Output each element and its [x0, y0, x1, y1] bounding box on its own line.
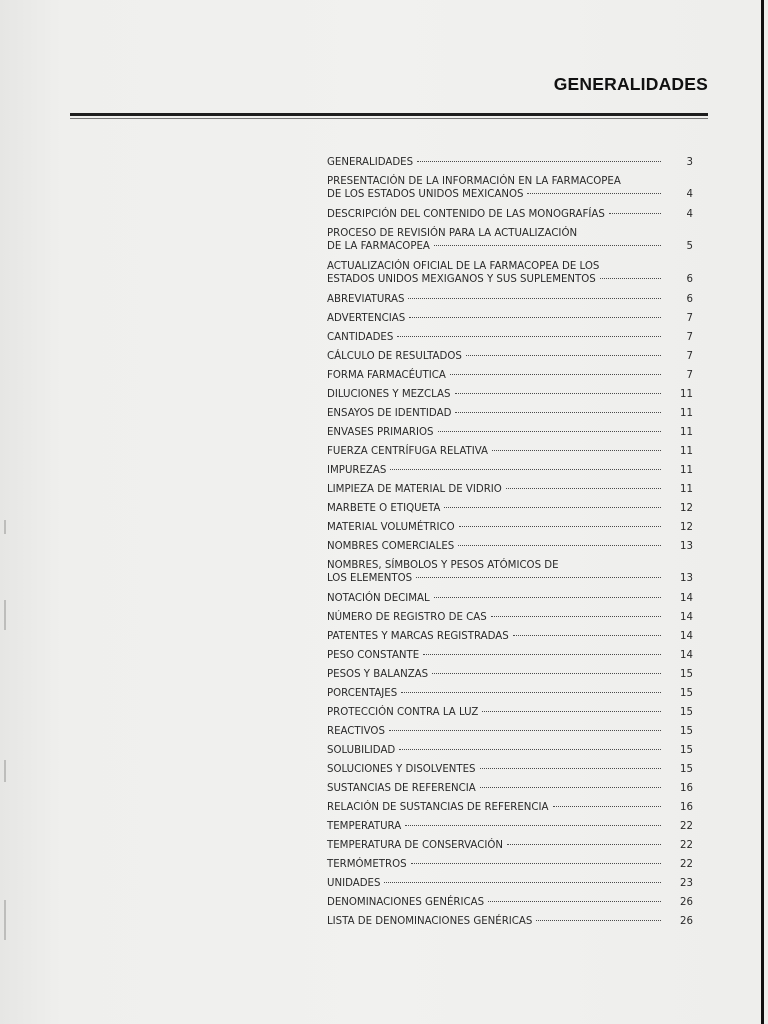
dot-leader — [536, 920, 661, 921]
toc-entry-label: DILUCIONES Y MEZCLAS — [327, 389, 451, 400]
toc-entry — [327, 725, 693, 744]
toc-entry — [327, 559, 693, 592]
toc-entry — [327, 801, 693, 820]
toc-entry-label: TEMPERATURA — [327, 821, 402, 832]
page-edge — [761, 0, 764, 1024]
dot-leader — [409, 317, 661, 318]
toc-entry-label: MATERIAL VOLUMÉTRICO — [327, 522, 455, 533]
toc-entry-row — [327, 464, 693, 483]
toc-entry — [327, 611, 693, 630]
scan-artifact — [4, 600, 6, 630]
toc-entry-label: PORCENTAJES — [327, 688, 398, 699]
toc-entry — [327, 668, 693, 687]
dot-leader — [458, 545, 661, 546]
toc-entry-row — [327, 915, 693, 934]
toc-entry — [327, 915, 693, 934]
toc-entry-page-number: 11 — [680, 427, 693, 438]
toc-entry-row — [327, 725, 693, 744]
toc-entry-page-number: 22 — [680, 859, 693, 870]
dot-leader — [405, 825, 661, 826]
toc-entry — [327, 331, 693, 350]
toc-entry-row — [327, 483, 693, 502]
toc-entry-row — [327, 858, 693, 877]
toc-entry-page-number: 7 — [686, 332, 693, 343]
dot-leader — [553, 806, 662, 807]
toc-entry — [327, 782, 693, 801]
toc-entry-label: CÁLCULO DE RESULTADOS — [327, 351, 462, 362]
dot-leader — [384, 882, 661, 883]
dot-leader — [609, 213, 661, 214]
toc-entry-page-number: 16 — [680, 802, 693, 813]
toc-entry — [327, 293, 693, 312]
dot-leader — [444, 507, 661, 508]
scan-artifact — [4, 520, 6, 534]
toc-entry-label: ABREVIATURAS — [327, 294, 405, 305]
toc-entry-page-number: 15 — [680, 726, 693, 737]
toc-entry-title-line: PRESENTACIÓN DE LA INFORMACIÓN EN LA FARMACOPEA — [327, 176, 621, 187]
toc-entry-label: PROTECCIÓN CONTRA LA LUZ — [327, 707, 479, 718]
dot-leader — [450, 374, 661, 375]
dot-leader — [513, 635, 661, 636]
toc-entry-row — [327, 240, 693, 260]
toc-entry-page-number: 12 — [680, 503, 693, 514]
toc-entry-row — [327, 877, 693, 896]
toc-entry-row — [327, 426, 693, 445]
toc-entry — [327, 464, 693, 483]
toc-entry — [327, 763, 693, 782]
toc-entry — [327, 483, 693, 502]
toc-entry-page-number: 11 — [680, 465, 693, 476]
dot-leader — [488, 901, 661, 902]
toc-entry-title-line: ACTUALIZACIÓN OFICIAL DE LA FARMACOPEA DE LOS — [327, 261, 600, 272]
toc-entry-label: LOS ELEMENTOS — [327, 573, 413, 584]
toc-entry-row — [327, 801, 693, 820]
toc-entry-page-number: 5 — [686, 241, 693, 252]
toc-entry-label: DE LA FARMACOPEA — [327, 241, 430, 252]
dot-leader — [399, 749, 661, 750]
toc-entry — [327, 388, 693, 407]
toc-entry — [327, 706, 693, 725]
dot-leader — [417, 161, 661, 162]
toc-entry — [327, 502, 693, 521]
toc-entry — [327, 687, 693, 706]
toc-entry-page-number: 3 — [686, 157, 693, 168]
toc-entry-page-number: 15 — [680, 688, 693, 699]
toc-entry-label: TEMPERATURA DE CONSERVACIÓN — [327, 840, 503, 851]
toc-entry-row — [327, 388, 693, 407]
toc-entry-row — [327, 331, 693, 350]
toc-entry — [327, 369, 693, 388]
toc-entry-page-number: 6 — [686, 274, 693, 285]
toc-entry-page-number: 11 — [680, 389, 693, 400]
toc-entry-page-number: 14 — [680, 631, 693, 642]
toc-entry-label: PATENTES Y MARCAS REGISTRADAS — [327, 631, 509, 642]
section-title: GENERALIDADES — [553, 74, 708, 94]
toc-entry-page-number: 13 — [680, 541, 693, 552]
dot-leader — [480, 787, 661, 788]
toc-entry-row — [327, 611, 693, 630]
toc-entry-page-number: 15 — [680, 669, 693, 680]
toc-entry-row — [327, 763, 693, 782]
toc-entry-label: IMPUREZAS — [327, 465, 387, 476]
toc-entry-label: TERMÓMETROS — [327, 859, 407, 870]
toc-entry — [327, 839, 693, 858]
dot-leader — [432, 673, 661, 674]
toc-entry-row — [327, 630, 693, 649]
toc-entry-title-line: NOMBRES, SÍMBOLOS Y PESOS ATÓMICOS DE — [327, 560, 559, 571]
toc-entry-page-number: 23 — [680, 878, 693, 889]
toc-entry-page-number: 7 — [686, 313, 693, 324]
toc-entry-label: LISTA DE DENOMINACIONES GENÉRICAS — [327, 916, 533, 927]
toc-entry-row — [327, 706, 693, 725]
toc-entry-row — [327, 407, 693, 426]
toc-entry-row — [327, 572, 693, 592]
toc-entry-page-number: 13 — [680, 573, 693, 584]
dot-leader — [482, 711, 661, 712]
dot-leader — [492, 450, 661, 451]
dot-leader — [390, 469, 661, 470]
toc-entry-row — [327, 687, 693, 706]
toc-entry — [327, 426, 693, 445]
toc-entry-row — [327, 668, 693, 687]
toc-entry-label: ENVASES PRIMARIOS — [327, 427, 434, 438]
toc-entry-row — [327, 156, 693, 175]
toc-entry — [327, 630, 693, 649]
toc-entry-page-number: 11 — [680, 484, 693, 495]
toc-entry-title-line: PROCESO DE REVISIÓN PARA LA ACTUALIZACIÓN — [327, 228, 578, 239]
toc-entry-label: SUSTANCIAS DE REFERENCIA — [327, 783, 476, 794]
toc-entry-page-number: 4 — [686, 209, 693, 220]
toc-entry-page-number: 7 — [686, 370, 693, 381]
toc-entry-page-number: 11 — [680, 408, 693, 419]
dot-leader — [423, 654, 661, 655]
toc-entry — [327, 744, 693, 763]
toc-entry — [327, 445, 693, 464]
toc-entry-page-number: 7 — [686, 351, 693, 362]
toc-entry-label: ESTADOS UNIDOS MEXIGANOS Y SUS SUPLEMENTOS — [327, 274, 596, 285]
toc-entry-row — [327, 273, 693, 293]
toc-entry-row — [327, 521, 693, 540]
dot-leader — [438, 431, 661, 432]
toc-entry-page-number: 26 — [680, 916, 693, 927]
toc-entry-row — [327, 592, 693, 611]
toc-entry — [327, 175, 693, 208]
toc-entry-row — [327, 540, 693, 559]
toc-entry-page-number: 22 — [680, 821, 693, 832]
toc-entry — [327, 260, 693, 293]
toc-entry-page-number: 6 — [686, 294, 693, 305]
dot-leader — [600, 278, 661, 279]
toc-entry-page-number: 11 — [680, 446, 693, 457]
dot-leader — [491, 616, 661, 617]
toc-entry-label: NOTACIÓN DECIMAL — [327, 593, 430, 604]
header-rule-thin — [70, 118, 708, 119]
toc-entry-row — [327, 744, 693, 763]
toc-entry-row — [327, 502, 693, 521]
toc-entry — [327, 820, 693, 839]
dot-leader — [389, 730, 661, 731]
scan-artifact — [4, 900, 6, 940]
toc-entry-page-number: 14 — [680, 593, 693, 604]
header-rule — [70, 113, 708, 116]
toc-entry — [327, 592, 693, 611]
toc-entry-page-number: 14 — [680, 612, 693, 623]
dot-leader — [527, 193, 661, 194]
toc-entry-label: SOLUBILIDAD — [327, 745, 396, 756]
dot-leader — [507, 844, 661, 845]
toc-entry-label: DE LOS ESTADOS UNIDOS MEXICANOS — [327, 189, 524, 200]
toc-entry — [327, 407, 693, 426]
toc-entry-label: CANTIDADES — [327, 332, 394, 343]
toc-entry-row — [327, 839, 693, 858]
toc-entry-row — [327, 369, 693, 388]
dot-leader — [506, 488, 661, 489]
toc-entry-row — [327, 312, 693, 331]
scan-artifact — [4, 760, 6, 782]
dot-leader — [416, 577, 661, 578]
toc-entry — [327, 312, 693, 331]
toc-entry-page-number: 12 — [680, 522, 693, 533]
dot-leader — [480, 768, 661, 769]
toc-entry — [327, 208, 693, 227]
toc-entry-label: FORMA FARMACÉUTICA — [327, 370, 446, 381]
toc-entry — [327, 156, 693, 175]
dot-leader — [411, 863, 661, 864]
toc-entry-page-number: 15 — [680, 745, 693, 756]
dot-leader — [434, 597, 661, 598]
toc-entry-label: ADVERTENCIAS — [327, 313, 406, 324]
toc-entry-label: DENOMINACIONES GENÉRICAS — [327, 897, 485, 908]
toc-entry-row — [327, 188, 693, 208]
dot-leader — [408, 298, 661, 299]
toc-entry-label: GENERALIDADES — [327, 157, 414, 168]
toc-entry-label: MARBETE O ETIQUETA — [327, 503, 441, 514]
dot-leader — [397, 336, 661, 337]
toc-entry-label: LIMPIEZA DE MATERIAL DE VIDRIO — [327, 484, 502, 495]
toc-entry-row — [327, 782, 693, 801]
toc-entry-row — [327, 350, 693, 369]
toc-entry-row — [327, 896, 693, 915]
toc-entry-label: DESCRIPCIÓN DEL CONTENIDO DE LAS MONOGRAFÍAS — [327, 209, 605, 220]
dot-leader — [455, 393, 662, 394]
dot-leader — [401, 692, 661, 693]
toc-entry-page-number: 26 — [680, 897, 693, 908]
toc-entry-page-number: 16 — [680, 783, 693, 794]
toc-entry-label: ENSAYOS DE IDENTIDAD — [327, 408, 452, 419]
toc-entry-label: PESOS Y BALANZAS — [327, 669, 429, 680]
toc-entry-label: PESO CONSTANTE — [327, 650, 420, 661]
toc-entry-label: SOLUCIONES Y DISOLVENTES — [327, 764, 476, 775]
dot-leader — [434, 245, 661, 246]
toc-entry-row — [327, 293, 693, 312]
toc-entry-page-number: 22 — [680, 840, 693, 851]
toc-entry-page-number: 15 — [680, 764, 693, 775]
toc-entry-row — [327, 820, 693, 839]
toc-entry-row — [327, 445, 693, 464]
dot-leader — [459, 526, 661, 527]
toc-entry-page-number: 14 — [680, 650, 693, 661]
toc-entry — [327, 896, 693, 915]
toc-entry — [327, 540, 693, 559]
toc-entry-label: NÚMERO DE REGISTRO DE CAS — [327, 612, 487, 623]
toc-entry — [327, 227, 693, 260]
toc-entry-label: FUERZA CENTRÍFUGA RELATIVA — [327, 446, 489, 457]
toc-entry — [327, 649, 693, 668]
table-of-contents — [327, 156, 693, 934]
toc-entry-label: NOMBRES COMERCIALES — [327, 541, 455, 552]
toc-entry-label: UNIDADES — [327, 878, 381, 889]
toc-entry-row — [327, 649, 693, 668]
dot-leader — [455, 412, 661, 413]
toc-entry — [327, 350, 693, 369]
toc-entry — [327, 521, 693, 540]
toc-entry-row — [327, 208, 693, 227]
dot-leader — [466, 355, 661, 356]
toc-entry-label: REACTIVOS — [327, 726, 385, 737]
toc-entry — [327, 858, 693, 877]
toc-entry-page-number: 15 — [680, 707, 693, 718]
toc-entry — [327, 877, 693, 896]
toc-entry-label: RELACIÓN DE SUSTANCIAS DE REFERENCIA — [327, 802, 549, 813]
toc-entry-page-number: 4 — [686, 189, 693, 200]
